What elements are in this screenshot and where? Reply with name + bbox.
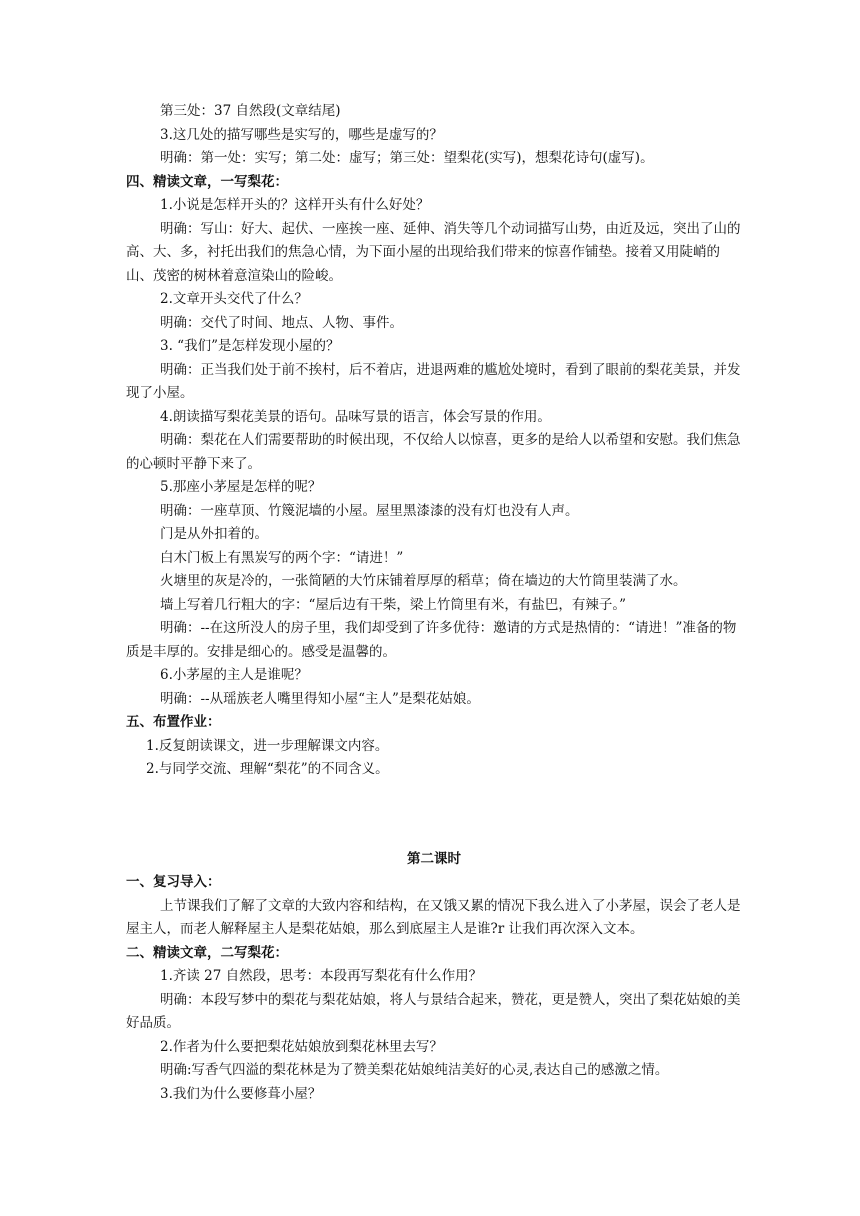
section-heading: 四、精读文章，一写梨花： [126,173,288,190]
paragraph: 上节课我们了解了文章的大致内容和结构，在又饿又累的情况下我么进入了小茅屋，误会了老人是屋主人，而老人解释屋主人是梨花姑娘，那么到底屋主人是谁?r 让我们再次深入文本。 [126,897,741,937]
list-item: 1.反复朗读课文，进一步理解课文内容。 [146,737,389,754]
paragraph: 墙上写着几行粗大的字：“屋后边有干柴，梁上竹筒里有米，有盐巴，有辣子。” [160,596,627,613]
paragraph: 门是从外扣着的。 [160,526,268,542]
answer: 明确：--从瑶族老人嘴里得知小屋“主人”是梨花姑娘。 [160,690,480,707]
answer: 明确：--在这所没人的房子里，我们却受到了许多优待：邀请的方式是热情的：“请进！”准备的物质是丰厚的。安排是细心的。感受是温馨的。 [126,620,737,660]
list-item: 2.与同学交流、理解“梨花”的不同含义。 [146,761,389,777]
answer: 明确:写香气四溢的梨花林是为了赞美梨花姑娘纯洁美好的心灵,表达自己的感激之情。 [160,1062,669,1078]
lesson-title: 第二课时 [407,850,461,867]
question: 5.那座小茅屋是怎样的呢？ [160,479,322,495]
question: 2.作者为什么要把梨花姑娘放到梨花林里去写？ [160,1038,443,1055]
answer: 明确：一座草顶、竹篾泥墙的小屋。屋里黑漆漆的没有灯也没有人声。 [160,502,579,519]
question: 3.我们为什么要修葺小屋？ [160,1085,322,1102]
answer: 明确：交代了时间、地点、人物、事件。 [160,314,403,331]
document-body [126,100,742,1106]
section-heading: 一、复习导入： [126,874,221,890]
question: 3.这几处的描写哪些是实写的，哪些是虚写的？ [160,126,443,143]
answer: 明确：正当我们处于前不挨村，后不着店，进退两难的尴尬处境时，看到了眼前的梨花美景，并发现了小屋。 [126,361,741,401]
question: 6.小茅屋的主人是谁呢？ [160,667,308,683]
answer: 明确：写山：好大、起伏、一座挨一座、延伸、消失等几个动词描写山势，由近及远，突出了山的高、大、多，衬托出我们的焦急心情，为下面小屋的出现给我们带来的惊喜作铺垫。接着又用陡峭的山、茂密的树林着意渲染山的险峻。 [126,220,741,284]
paragraph: 白木门板上有黑炭写的两个字：“请进！” [160,549,404,566]
paragraph: 火塘里的灰是冷的，一张简陋的大竹床铺着厚厚的稻草；倚在墙边的大竹筒里装满了水。 [160,573,687,589]
question: 1.小说是怎样开头的？这样开头有什么好处？ [160,197,430,213]
section-heading: 二、精读文章，二写梨花： [126,944,288,961]
answer: 明确：本段写梦中的梨花与梨花姑娘，将人与景结合起来，赞花，更是赞人，突出了梨花姑娘的美好品质。 [126,991,741,1031]
section-heading: 五、布置作业： [126,714,221,730]
answer: 明确：第一处：实写；第二处：虚写；第三处：望梨花(实写)，想梨花诗句(虚写)。 [160,150,654,166]
question: 1.齐读 27 自然段，思考：本段再写梨花有什么作用？ [160,968,483,984]
question: 4.朗读描写梨花美景的语句。品味写景的语言，体会写景的作用。 [160,408,551,425]
paragraph: 第三处：37 自然段(文章结尾) [160,103,341,119]
section-gap [126,782,742,844]
question: 3. “我们”是怎样发现小屋的？ [160,338,340,354]
answer: 明确：梨花在人们需要帮助的时候出现，不仅给人以惊喜，更多的是给人以希望和安慰。我们焦急的心顿时平静下来了。 [126,432,741,472]
question: 2.文章开头交代了什么？ [160,291,308,307]
